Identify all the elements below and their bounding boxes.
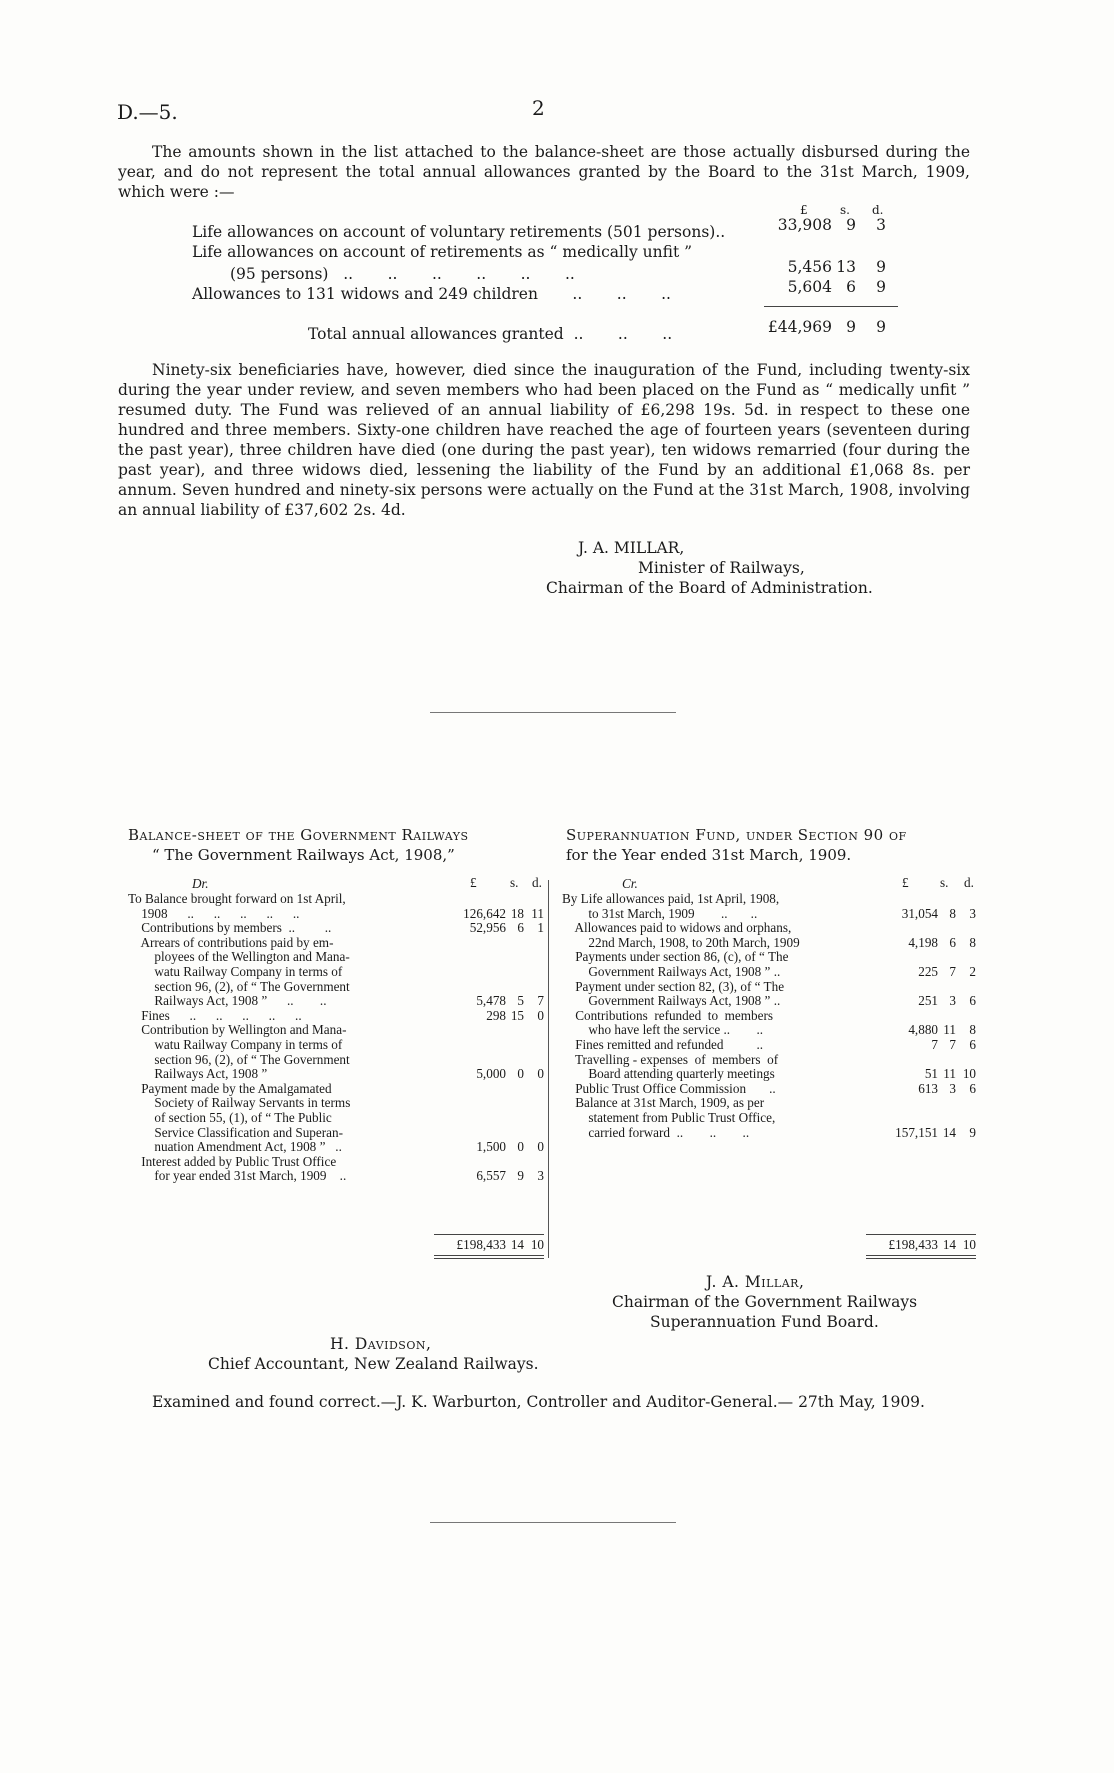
credit-item-pounds: 4,198 <box>908 934 938 950</box>
debit-total-pence: 10 <box>530 1237 544 1252</box>
debit-item-line: nuation Amendment Act, 1908 ” .. <box>128 1139 342 1155</box>
page-number: 2 <box>532 96 545 120</box>
credit-item-line: carried forward .. .. .. <box>562 1124 750 1140</box>
debit-item-pounds: 298 <box>486 1007 506 1023</box>
debit-total-shillings: 14 <box>510 1237 524 1252</box>
balance-sheet-title-right-1: Superannuation Fund, under Section 90 of <box>566 826 907 844</box>
debit-item-line: for year ended 31st March, 1909 .. <box>128 1168 347 1184</box>
debit-col-shillings: s. <box>510 875 519 890</box>
signature-minister-title: Minister of Railways, <box>638 559 805 577</box>
debit-item-line: section 96, (2), of “ The Government <box>128 978 350 994</box>
debit-item-pence: 0 <box>537 1139 544 1155</box>
debit-total-double-rule <box>434 1258 544 1259</box>
credit-item-pence: 3 <box>969 905 976 921</box>
debit-item-line: Railways Act, 1908 ” <box>128 1066 268 1082</box>
credit-item-shillings: 3 <box>949 1080 956 1096</box>
debit-item-shillings: 5 <box>517 993 524 1009</box>
credit-total-rule <box>866 1234 976 1235</box>
credit-label: Cr. <box>622 876 638 891</box>
debit-item-line: 1908 .. .. .. .. .. <box>128 905 300 921</box>
credit-item-line: Travelling - expenses of members of <box>562 1051 779 1067</box>
debit-item-pence: 7 <box>537 993 544 1009</box>
intro-paragraph: The amounts shown in the list attached to the balance-sheet are those actually disbursed during the year, and do not represent the total annual allowances granted by the Board to the 31st March, 1909, which were :— <box>118 143 970 201</box>
credit-total-shillings: 14 <box>942 1237 956 1252</box>
credit-item-line: Fines remitted and refunded .. <box>562 1037 764 1052</box>
credit-item-pounds: 613 <box>918 1080 938 1096</box>
credit-col-pence: d. <box>964 875 974 890</box>
credit-item-pence: 6 <box>969 1037 976 1052</box>
debit-item-pence: 0 <box>537 1007 544 1023</box>
debit-item-pounds: 5,000 <box>476 1066 506 1082</box>
credit-item-pounds: 51 <box>924 1066 938 1082</box>
credit-item-pounds: 225 <box>918 964 938 979</box>
credit-item-pounds: 7 <box>931 1037 938 1052</box>
debit-total-pounds: £198,433 <box>456 1237 506 1252</box>
debit-item-line: Contributions by members .. .. <box>128 920 332 936</box>
credit-item-pence: 6 <box>969 1080 976 1096</box>
allowance-pounds: 5,456 <box>787 258 832 276</box>
credit-item-pounds: 4,880 <box>908 1022 938 1038</box>
credit-total-pence: 10 <box>962 1237 976 1252</box>
credit-item-line: Contributions refunded to members <box>562 1007 773 1023</box>
signature-minister-chair: Chairman of the Board of Administration. <box>546 579 873 597</box>
debit-item-line: Interest added by Public Trust Office <box>128 1153 337 1169</box>
bottom-divider <box>430 1522 676 1523</box>
credit-item-shillings: 14 <box>942 1124 956 1140</box>
credit-item-line: 22nd March, 1908, to 20th March, 1909 <box>562 934 800 950</box>
debit-item-pounds: 6,557 <box>476 1168 506 1184</box>
debit-item-line: Society of Railway Servants in terms <box>128 1095 351 1111</box>
debit-item-line: Payment made by the Amalgamated <box>128 1080 332 1096</box>
debit-item-pounds: 5,478 <box>476 993 506 1009</box>
debit-item-pounds: 126,642 <box>463 905 506 921</box>
debit-item-shillings: 0 <box>517 1139 524 1155</box>
signature-accountant-name: H. Davidson, <box>330 1335 432 1353</box>
debit-item-line: Arrears of contributions paid by em- <box>128 934 334 950</box>
debit-item-shillings: 9 <box>517 1168 524 1184</box>
allowances-col-pounds: £ <box>800 203 808 217</box>
credit-item-line: Board attending quarterly meetings <box>562 1066 775 1082</box>
debit-item-shillings: 15 <box>510 1007 524 1023</box>
credit-item-pounds: 251 <box>918 993 938 1009</box>
credit-item-pence: 6 <box>969 993 976 1009</box>
allowance-total-shillings: 9 <box>846 318 856 336</box>
examined-statement: Examined and found correct.—J. K. Warburton, Controller and Auditor-General.— 27th May, 1909. <box>152 1393 925 1411</box>
credit-item-shillings: 7 <box>949 964 956 979</box>
debit-item-pence: 0 <box>537 1066 544 1082</box>
credit-item-line: Allowances paid to widows and orphans, <box>562 920 792 936</box>
debit-item-shillings: 18 <box>510 905 524 921</box>
credit-item-line: Government Railways Act, 1908 ” .. <box>562 993 781 1009</box>
debit-item-line: Service Classification and Superan- <box>128 1124 343 1140</box>
allowance-shillings: 6 <box>846 278 856 296</box>
debit-item-line: To Balance brought forward on 1st April, <box>128 891 346 906</box>
allowance-pounds: 5,604 <box>787 278 832 296</box>
signature-accountant-title: Chief Accountant, New Zealand Railways. <box>208 1355 539 1373</box>
credit-item-pence: 10 <box>962 1066 976 1082</box>
allowance-label: Allowances to 131 widows and 249 children .. .. .. <box>192 285 671 303</box>
column-separator <box>548 880 549 1258</box>
credit-item-line: By Life allowances paid, 1st April, 1908, <box>562 891 780 906</box>
debit-item-shillings: 0 <box>517 1066 524 1082</box>
credit-item-line: statement from Public Trust Office, <box>562 1110 776 1125</box>
debit-item-line: Fines .. .. .. .. .. <box>128 1007 302 1023</box>
allowance-pounds: 33,908 <box>777 216 832 234</box>
credit-item-pounds: 31,054 <box>901 905 938 921</box>
allowance-shillings: 13 <box>836 258 856 276</box>
credit-total-double-rule <box>866 1255 976 1256</box>
credit-item-line: Government Railways Act, 1908 ” .. <box>562 964 781 979</box>
debit-item-line: Contribution by Wellington and Mana- <box>128 1022 347 1038</box>
debit-item-line: ployees of the Wellington and Mana- <box>128 949 350 965</box>
debit-item-line: watu Railway Company in terms of <box>128 964 343 979</box>
signature-chairman-title: Chairman of the Government Railways <box>612 1293 918 1311</box>
allowance-pence: 9 <box>876 278 886 296</box>
allowance-pence: 9 <box>876 258 886 276</box>
debit-col-pounds: £ <box>470 875 477 890</box>
credit-item-shillings: 6 <box>949 934 956 950</box>
signature-minister-name: J. A. MILLAR, <box>578 539 685 557</box>
debit-item-line: of section 55, (1), of “ The Public <box>128 1110 332 1125</box>
beneficiaries-paragraph: Ninety-six beneficiaries have, however, died since the inauguration of the Fund, including twenty-six during the year under review, and seven members who had been placed on the Fund as “ medically unfit ” resumed duty. The Fund was relieved of an annual liability of £6,298 19s. 5d. in respect to these one hundred and three members. Sixty-one children have reached the age of fourteen years (seventeen during the past year), three children have died (one during the past year), ten widows remarried (four during the past year), and three widows died, lessening the liability of the Fund by an additional £1,068 8s. per annum. Seven hundred and ninety-six persons were actually on the Fund at the 31st March, 1908, involving an annual liability of £37,602 2s. 4d. <box>118 361 970 519</box>
allowance-label: (95 persons) .. .. .. .. .. .. <box>230 265 575 283</box>
credit-col-pounds: £ <box>902 875 909 890</box>
allowance-pence: 3 <box>876 216 886 234</box>
allowance-total-label: Total annual allowances granted .. .. .. <box>308 325 673 343</box>
debit-total-rule <box>434 1234 544 1235</box>
allowance-label: Life allowances on account of voluntary retirements (501 persons).. <box>192 223 726 241</box>
debit-item-line: Railways Act, 1908 ” .. .. <box>128 993 327 1009</box>
debit-item-pence: 1 <box>537 920 544 936</box>
credit-item-pence: 8 <box>969 934 976 950</box>
credit-item-pence: 9 <box>969 1124 976 1140</box>
debit-item-pence: 3 <box>537 1168 544 1184</box>
debit-label: Dr. <box>192 876 209 891</box>
allowance-total-pounds: £44,969 <box>767 318 832 336</box>
debit-item-line: watu Railway Company in terms of <box>128 1037 343 1052</box>
credit-total-double-rule <box>866 1258 976 1259</box>
debit-item-shillings: 6 <box>517 920 524 936</box>
credit-item-shillings: 11 <box>943 1022 956 1038</box>
credit-item-pounds: 157,151 <box>895 1124 938 1140</box>
signature-chairman-name: J. A. Millar, <box>706 1273 805 1291</box>
credit-item-line: Balance at 31st March, 1909, as per <box>562 1095 765 1111</box>
credit-item-line: who have left the service .. .. <box>562 1022 764 1038</box>
allowance-total-pence: 9 <box>876 318 886 336</box>
allowances-col-shillings: s. <box>840 203 850 217</box>
debit-item-pence: 11 <box>531 905 544 921</box>
credit-total-pounds: £198,433 <box>888 1237 938 1252</box>
credit-item-pence: 2 <box>969 964 976 979</box>
credit-item-shillings: 8 <box>949 905 956 921</box>
allowance-label: Life allowances on account of retirements as “ medically unfit ” <box>192 243 693 261</box>
balance-sheet-title-left-2: “ The Government Railways Act, 1908,” <box>152 846 455 864</box>
balance-sheet-title-right-2: for the Year ended 31st March, 1909. <box>566 846 852 864</box>
signature-chairman-board: Superannuation Fund Board. <box>650 1313 879 1331</box>
credit-item-line: Payments under section 86, (c), of “ The <box>562 949 789 965</box>
credit-item-line: Public Trust Office Commission .. <box>562 1080 776 1096</box>
debit-total-double-rule <box>434 1255 544 1256</box>
debit-item-pounds: 1,500 <box>476 1139 506 1155</box>
allowance-shillings: 9 <box>846 216 856 234</box>
document-code: D.—5. <box>117 100 178 124</box>
debit-item-line: section 96, (2), of “ The Government <box>128 1051 350 1067</box>
allowances-col-pence: d. <box>872 203 884 217</box>
credit-col-shillings: s. <box>940 875 949 890</box>
credit-item-shillings: 3 <box>949 993 956 1009</box>
debit-item-pounds: 52,956 <box>469 920 506 936</box>
credit-item-shillings: 11 <box>943 1066 956 1082</box>
credit-item-shillings: 7 <box>949 1037 956 1052</box>
debit-col-pence: d. <box>532 875 542 890</box>
credit-item-pence: 8 <box>969 1022 976 1038</box>
credit-item-line: Payment under section 82, (3), of “ The <box>562 978 785 994</box>
credit-item-line: to 31st March, 1909 .. .. <box>562 905 758 921</box>
balance-sheet-title-left-1: Balance-sheet of the Government Railways <box>128 826 469 844</box>
